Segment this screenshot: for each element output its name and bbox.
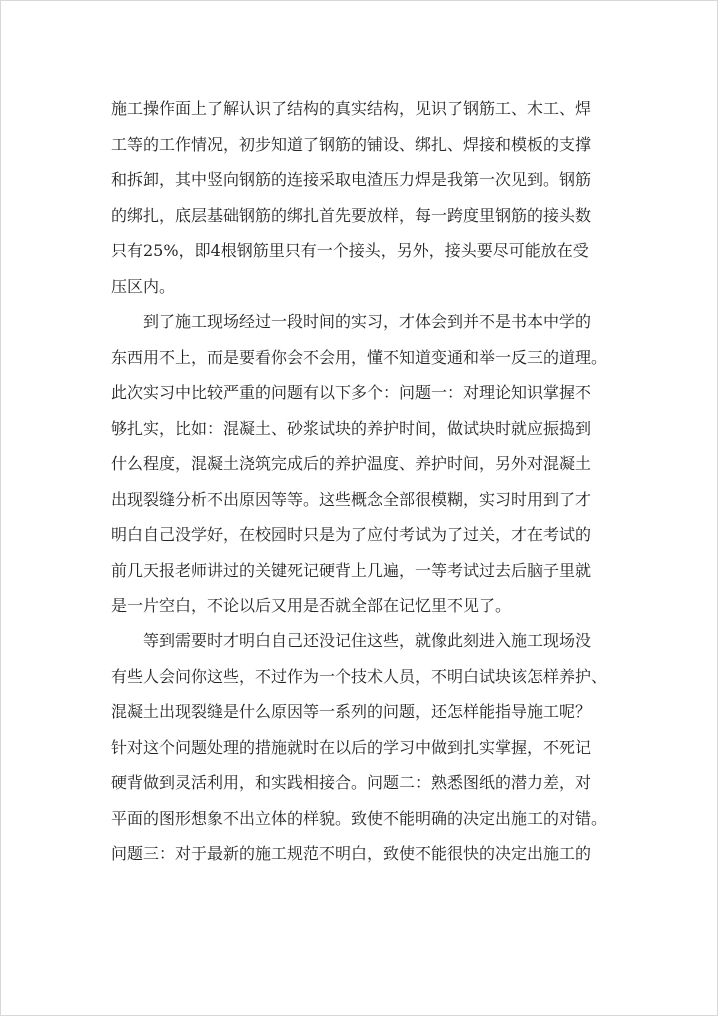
text-line: 到了施工现场经过一段时间的实习，才体会到并不是书本中学的 [143,312,592,331]
paragraph-3 [111,623,615,872]
text-line: 东西用不上，而是要看你会不会用，懂不知道变通和举一反三的道理。 [111,347,608,367]
paragraph-2 [111,304,615,624]
text-line: 的绑扎，底层基础钢筋的绑扎首先要放样，每一跨度里钢筋的接头数 [111,205,592,225]
text-line: 出现裂缝分析不出原因等等。这些概念全部很模糊，实习时用到了才 [111,489,592,509]
text-line: 明白自己没学好，在校园时只是为了应付考试为了过关，才在考试的 [111,525,592,544]
text-line: 等到需要时才明白自己还没记住这些，就像此刻进入施工现场没 [143,631,592,650]
text-line: 问题三：对于最新的施工规范不明白，致使不能很快的决定出施工的 [111,844,592,863]
text-line: 和拆卸，其中竖向钢筋的连接采取电渣压力焊是我第一次见到。钢筋 [111,170,592,189]
paragraph-1 [111,91,615,304]
text-line: 工等的工作情况，初步知道了钢筋的铺设、绑扎、焊接和模板的支撑 [111,134,592,154]
text-line: 此次实习中比较严重的问题有以下多个：问题一：对理论知识掌握不 [111,383,592,402]
text-line: 施工操作面上了解认识了结构的真实结构，见识了钢筋工、木工、焊 [111,99,592,118]
text-line: 是一片空白，不论以后又用是否就全部在记忆里不见了。 [111,596,512,615]
text-line: 有些人会问你这些，不过作为一个技术人员，不明白试块该怎样养护、 [111,666,608,686]
text-line: 什么程度，混凝土浇筑完成后的养护温度、养护时间，另外对混凝土 [111,454,592,473]
text-line: 针对这个问题处理的措施就时在以后的学习中做到扎实掌握，不死记 [111,737,592,757]
text-line: 够扎实，比如：混凝土、砂浆试块的养护时间，做试块时就应振捣到 [111,418,592,438]
text-line: 平面的图形想象不出立体的样貌。致使不能明确的决定出施工的对错。 [111,808,608,828]
text-line: 压区内。 [111,276,176,296]
text-line: 混凝土出现裂缝是什么原因等一系列的问题，还怎样能指导施工呢？ [111,702,592,721]
text-line: 前几天报老师讲过的关键死记硬背上几遍，一等考试过去后脑子里就 [111,560,592,580]
text-line: 只有25%，即4根钢筋里只有一个接头，另外，接头要尽可能放在受 [111,241,589,260]
text-line: 硬背做到灵活利用，和实践相接合。问题二：熟悉图纸的潜力差，对 [111,773,592,792]
